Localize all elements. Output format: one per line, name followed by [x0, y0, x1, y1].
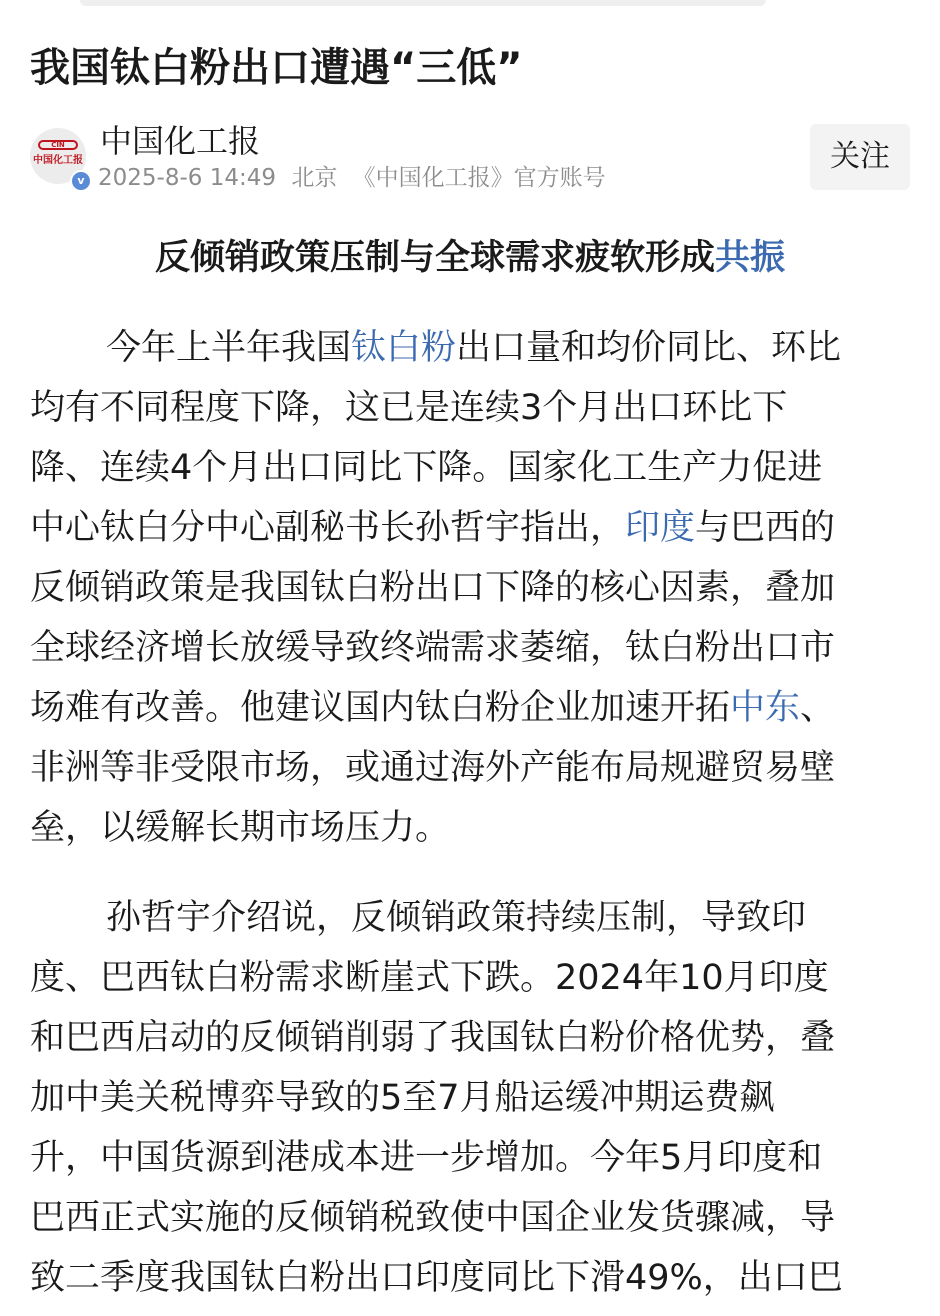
text-line: 度、巴西钛白粉需求断崖式下跌。2024年10月印度	[30, 958, 829, 998]
subhead-keyword-link[interactable]: 共振	[715, 238, 786, 278]
avatar-caption: 中国化工报	[33, 155, 83, 166]
text-line	[30, 678, 910, 738]
text-line: 反倾销政策是我国钛白粉出口下降的核心因素，叠加	[30, 568, 836, 608]
text-span: 出口量和均价同比、环比	[456, 328, 842, 368]
paragraph-1	[30, 318, 910, 858]
text-line: 致二季度我国钛白粉出口印度同比下滑49%，出口巴	[30, 1258, 843, 1298]
text-line	[30, 318, 910, 378]
text-span: 今年上半年我国	[106, 328, 352, 368]
follow-button[interactable]: 关注	[810, 124, 910, 190]
author-row	[30, 118, 910, 198]
text-line: 降、连续4个月出口同比下降。国家化工生产力促进	[30, 448, 823, 488]
article-meta	[98, 162, 614, 194]
keyword-link-titanium-dioxide[interactable]: 钛白粉	[351, 328, 457, 368]
article-subhead	[30, 230, 910, 286]
account-description: 《中国化工报》官方账号	[352, 165, 606, 191]
text-span: 与巴西的	[695, 508, 836, 548]
publish-datetime: 2025-8-6 14:49	[98, 165, 276, 191]
avatar-logo-text: CIN	[51, 141, 65, 149]
publish-location: 北京	[291, 165, 338, 191]
text-line: 全球经济增长放缓导致终端需求萎缩，钛白粉出口市	[30, 628, 836, 668]
text-line: 垒，以缓解长期市场压力。	[30, 808, 451, 848]
keyword-link-india[interactable]: 印度	[625, 508, 696, 548]
text-line: 非洲等非受限市场，或通过海外产能布局规避贸易壁	[30, 748, 836, 788]
text-line: 和巴西启动的反倾销削弱了我国钛白粉价格优势，叠	[30, 1018, 836, 1058]
text-line: 巴西正式实施的反倾销税致使中国企业发货骤减，导	[30, 1198, 836, 1238]
text-line: 孙哲宇介绍说，反倾销政策持续压制，导致印	[106, 898, 807, 938]
keyword-link-middle-east[interactable]: 中东	[730, 688, 801, 728]
verified-icon: v	[70, 170, 92, 192]
subhead-text: 反倾销政策压制与全球需求疲软形成	[154, 238, 715, 278]
text-line: 加中美关税博弈导致的5至7月船运缓冲期运费飙	[30, 1078, 775, 1118]
top-bar-remnant	[80, 0, 766, 6]
text-span: 中心钛白分中心副秘书长孙哲宇指出，	[30, 508, 626, 548]
text-span: 、	[800, 688, 836, 728]
text-span: 场难有改善。他建议国内钛白粉企业加速开拓	[30, 688, 731, 728]
text-line: 升，中国货源到港成本进一步增加。今年5月印度和	[30, 1138, 823, 1178]
text-line	[30, 498, 910, 558]
text-line: 均有不同程度下降，这已是连续3个月出口环比下	[30, 388, 788, 428]
paragraph-2	[30, 888, 910, 1308]
article-title: 我国钛白粉出口遭遇“三低”	[30, 45, 523, 91]
author-name[interactable]: 中国化工报	[100, 122, 261, 160]
